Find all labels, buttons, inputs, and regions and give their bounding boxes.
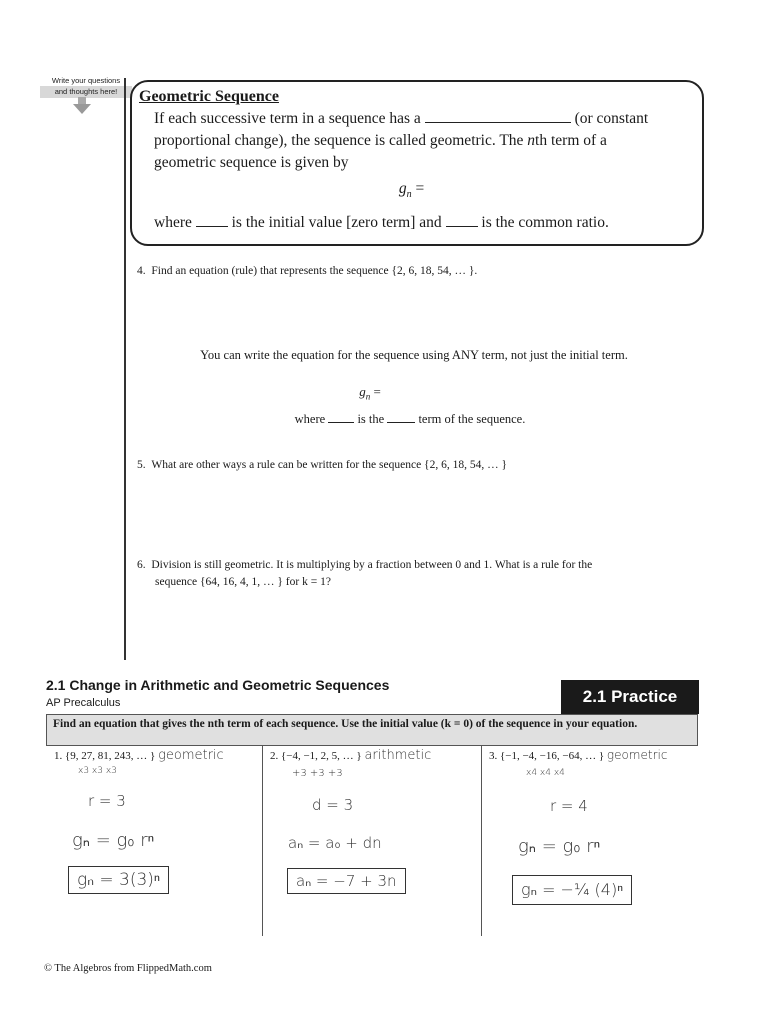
practice-badge: 2.1 Practice bbox=[561, 680, 699, 714]
blank-field[interactable] bbox=[425, 108, 571, 123]
definition-text bbox=[154, 108, 699, 234]
sidebar-note-line2: and thoughts here! bbox=[40, 86, 132, 98]
any-term-where: where is the term of the sequence. bbox=[294, 412, 526, 426]
problem-3-answer: gₙ = −¼ (4)ⁿ bbox=[512, 875, 632, 905]
problem-1-general: gₙ = g₀ rⁿ bbox=[72, 830, 155, 851]
problem-2-general: aₙ = a₀ + dn bbox=[288, 834, 382, 852]
section-title: 2.1 Change in Arithmetic and Geometric Sequences bbox=[46, 677, 390, 693]
instructions-bar: Find an equation that gives the nth term of each sequence. Use the initial value (k = 0) of the sequence in your equation. bbox=[46, 714, 698, 746]
def-line1a: If each successive term in a sequence has a bbox=[154, 110, 421, 127]
course-name: AP Precalculus bbox=[46, 697, 121, 709]
definition-title: Geometric Sequence bbox=[139, 88, 279, 105]
problem-1-answer: gₙ = 3(3)ⁿ bbox=[68, 866, 169, 894]
sidebar-note-line1: Write your questions bbox=[51, 76, 121, 85]
question-5: 5. What are other ways a rule can be written for the sequence {2, 6, 18, 54, … } bbox=[137, 459, 507, 471]
footer-copyright: © The Algebros from FlippedMath.com bbox=[44, 963, 212, 974]
problem-3-general: gₙ = g₀ rⁿ bbox=[518, 836, 601, 857]
any-term-formula: $g_n$ = bbox=[359, 384, 381, 402]
margin-line bbox=[124, 78, 126, 660]
column-divider bbox=[262, 746, 263, 936]
def-where-b: is the initial value [zero term] and bbox=[231, 214, 442, 232]
problem-3-steps: x4 x4 x4 bbox=[526, 768, 565, 778]
def-line1b: (or constant bbox=[574, 110, 649, 127]
blank-field[interactable] bbox=[196, 212, 228, 227]
column-divider bbox=[481, 746, 482, 936]
blank-field[interactable] bbox=[446, 212, 478, 227]
problem-2-steps: +3 +3 +3 bbox=[292, 768, 343, 779]
sidebar-note bbox=[40, 76, 132, 98]
def-formula: $g_n$ = bbox=[398, 180, 425, 201]
question-6: 6. Division is still geometric. It is multiplying by a fraction between 0 and 1. What is a rule for the sequence {64, 16, 4, 1, … } for k = 1? bbox=[137, 559, 593, 588]
blank-field[interactable] bbox=[387, 411, 415, 423]
blank-field[interactable] bbox=[328, 411, 354, 423]
problem-2: 2. {−4, −1, 2, 5, … } arithmetic bbox=[270, 748, 432, 763]
problem-1-ratio: r = 3 bbox=[88, 792, 126, 810]
problem-3-ratio: r = 4 bbox=[550, 797, 588, 815]
def-line3: geometric sequence is given by bbox=[154, 154, 349, 171]
problem-1: 1. {9, 27, 81, 243, … } geometric bbox=[54, 748, 224, 763]
def-nth: n bbox=[527, 132, 536, 149]
any-term-text: You can write the equation for the sequence using ANY term, not just the initial term. bbox=[200, 348, 628, 362]
problem-1-steps: x3 x3 x3 bbox=[78, 766, 117, 776]
def-line2: proportional change), the sequence is called geometric. The bbox=[154, 132, 528, 149]
def-where-c: is the common ratio. bbox=[481, 214, 609, 232]
down-arrow-icon bbox=[73, 104, 91, 114]
problem-2-ratio: d = 3 bbox=[312, 796, 354, 814]
def-where-a: where bbox=[154, 214, 192, 232]
def-line2b: th term of a bbox=[535, 132, 607, 149]
problem-3: 3. {−1, −4, −16, −64, … } geometric bbox=[489, 748, 668, 762]
problem-2-answer: aₙ = −7 + 3n bbox=[287, 868, 406, 894]
question-4: 4. Find an equation (rule) that represents the sequence {2, 6, 18, 54, … }. bbox=[137, 265, 478, 277]
